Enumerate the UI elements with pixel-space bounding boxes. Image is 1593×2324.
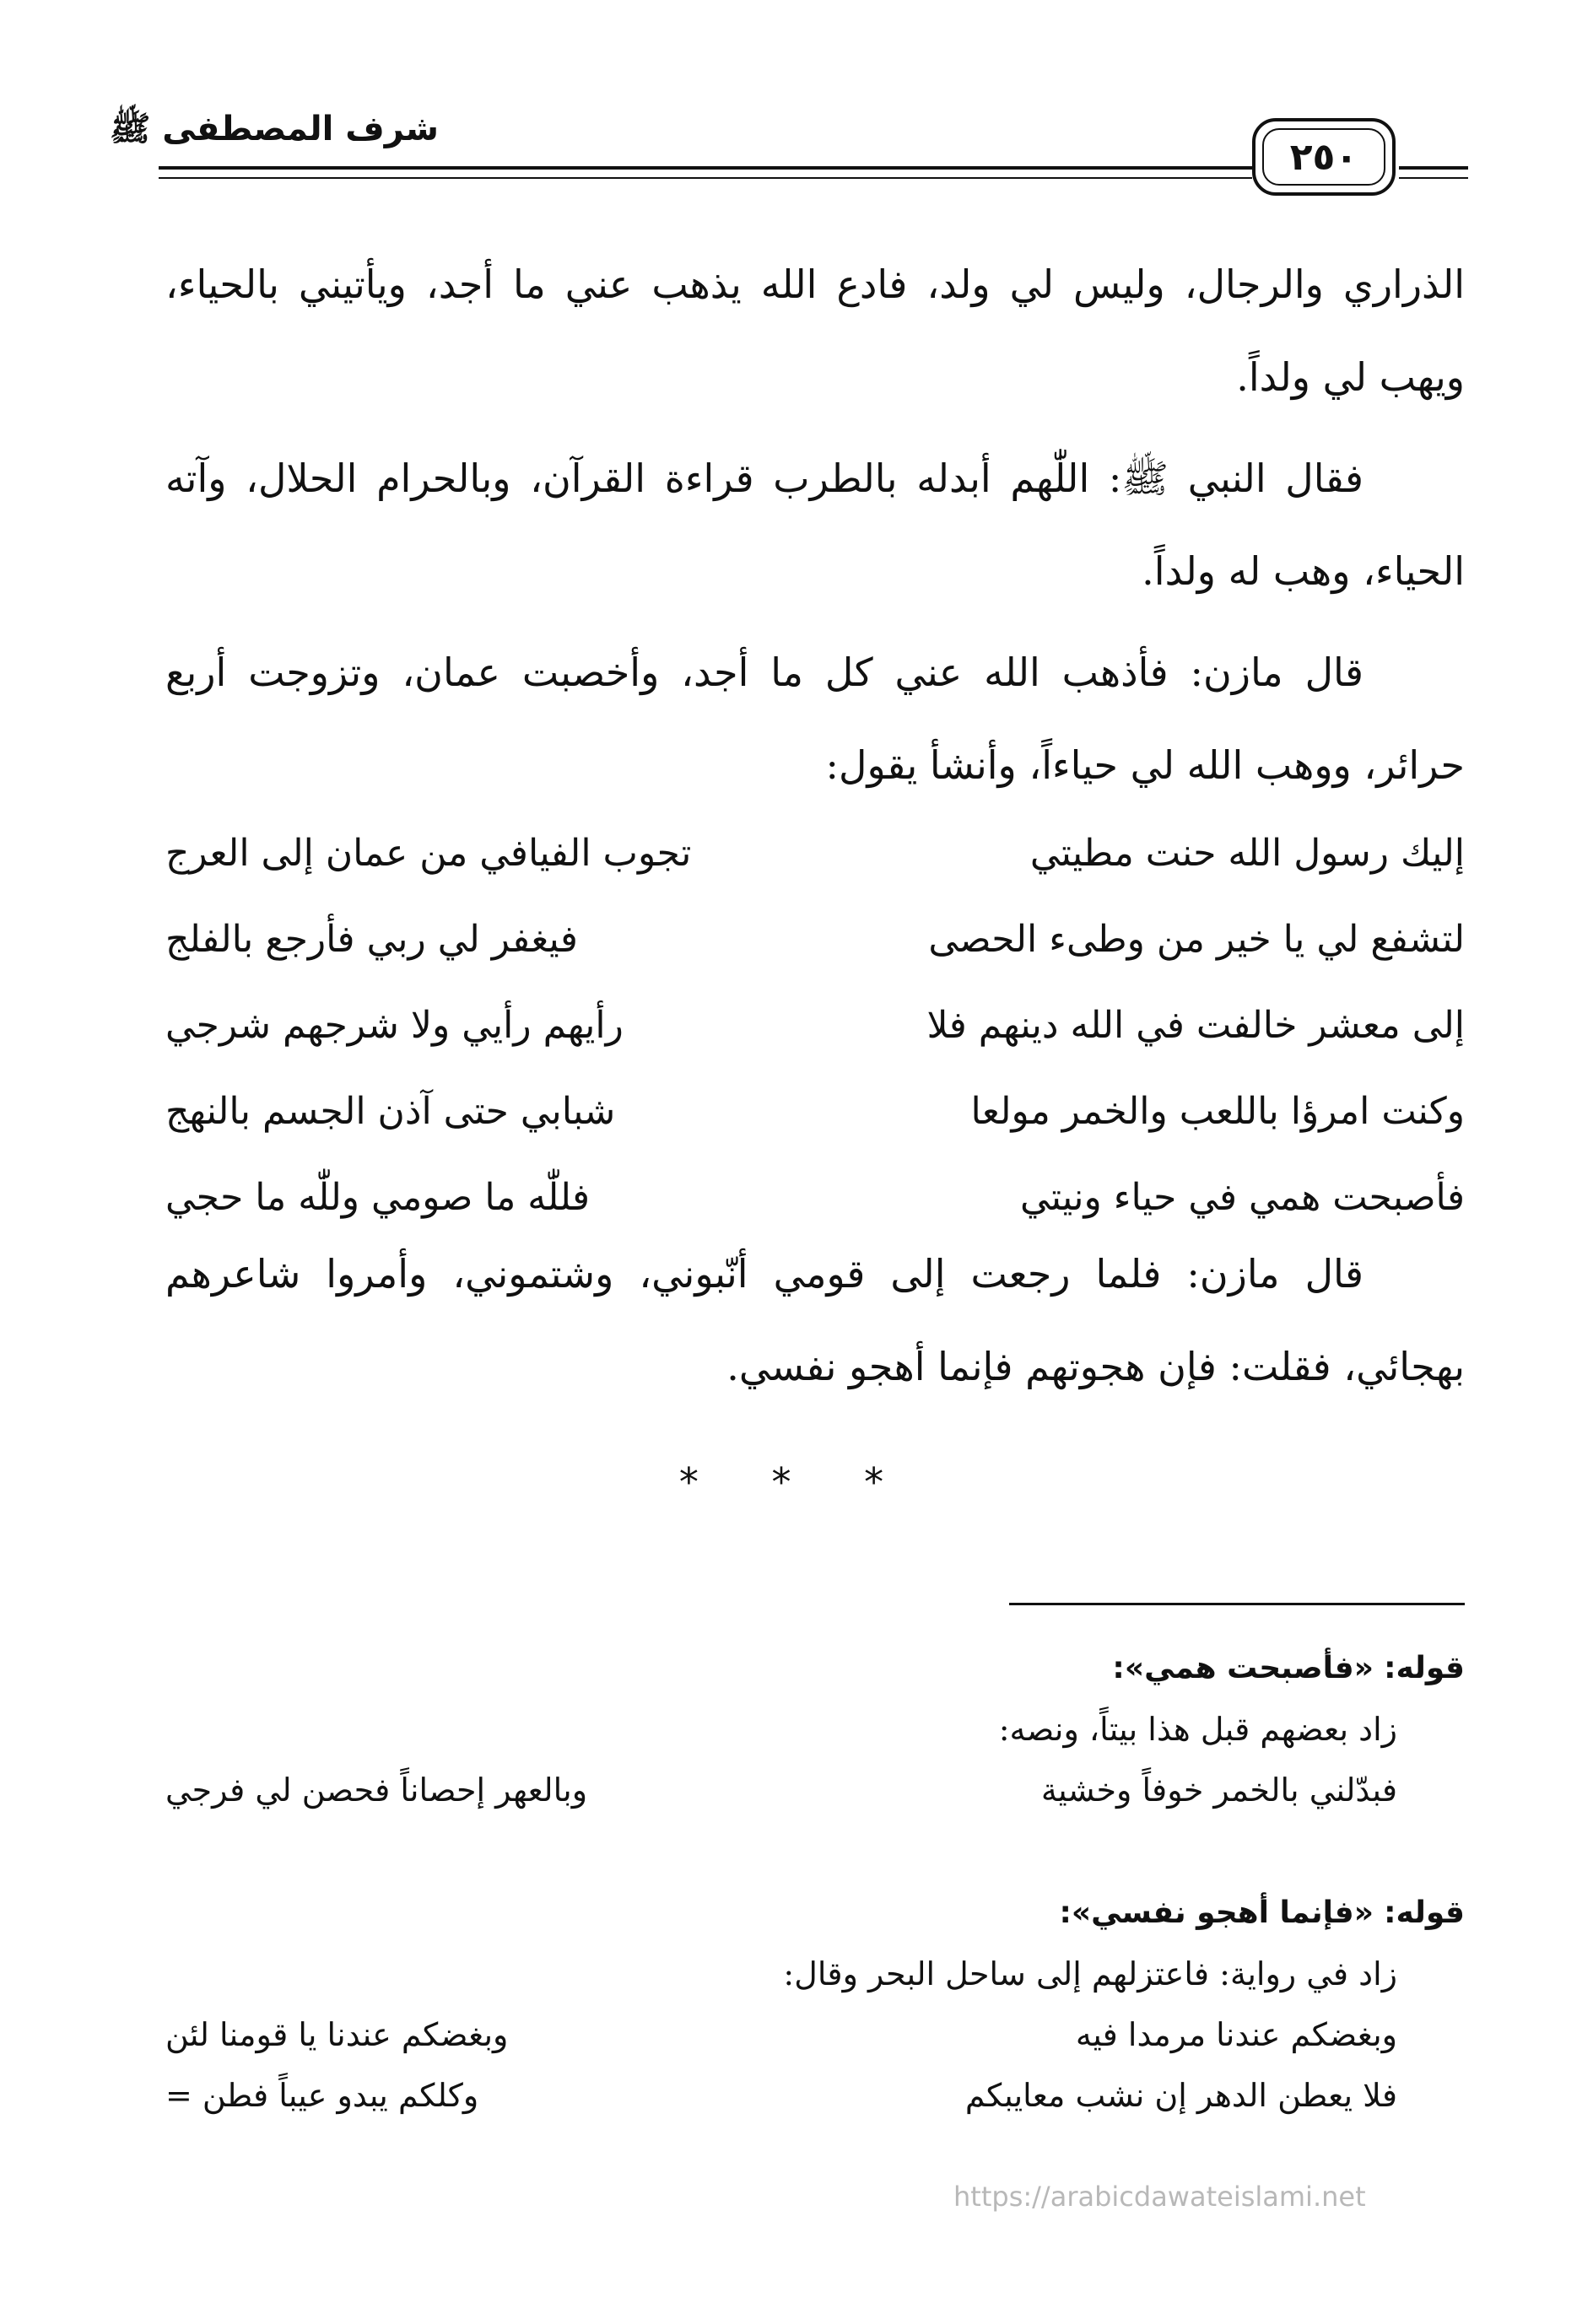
poem-verse xyxy=(165,1068,1465,1154)
footnote-verse xyxy=(165,1760,1465,1820)
paragraph-text: الذراري والرجال، وليس لي ولد، فادع الله يذهب عني ما أجد، ويأتيني بالحياء، ويهب لي ولداً. xyxy=(165,262,1465,400)
poem-verse xyxy=(165,810,1465,896)
verse-first-hemistich: إليك رسول الله حنت مطيتي xyxy=(1029,831,1465,875)
verse-second-hemistich: تجوب الفيافي من عمان إلى العرج xyxy=(165,831,692,875)
footnote-quote: «فإنما أهجو نفسي»: xyxy=(1059,1895,1374,1930)
footnote-1 xyxy=(165,1637,1465,1820)
verse-first-hemistich: فلا يعطن الدهر إن نشب معايبكم xyxy=(964,2077,1397,2114)
verse-first-hemistich: فأصبحت همي في حياء ونيتي xyxy=(1020,1175,1465,1219)
paragraph-1 xyxy=(165,238,1465,423)
footnote-text: زاد في رواية: فاعتزلهم إلى ساحل البحر وقال: xyxy=(783,1955,1397,1992)
footnote-verse xyxy=(165,2004,1465,2065)
verse-first-hemistich: فبدّلني بالخمر خوفاً وخشية xyxy=(1040,1771,1397,1809)
verse-second-hemistich: وبالعهر إحصاناً فحصن لي فرجي xyxy=(165,1771,588,1809)
verse-first-hemistich: لتشفع لي يا خير من وطىء الحصى xyxy=(928,917,1465,961)
page-number: ٢٥٠ xyxy=(1262,128,1385,186)
footnote-heading xyxy=(165,1637,1465,1699)
footnote-text: زاد بعضهم قبل هذا بيتاً، ونصه: xyxy=(998,1711,1397,1748)
verse-first-hemistich: وكنت امرؤا باللعب والخمر مولعا xyxy=(970,1089,1465,1133)
verse-second-hemistich: فيغفر لي ربي فأرجع بالفلج xyxy=(165,917,578,961)
page-number-frame xyxy=(1252,118,1396,196)
header-rule xyxy=(159,166,1252,170)
footnote-label: قوله: xyxy=(1384,1651,1465,1685)
verse-first-hemistich: وبغضكم عندنا مرمدا فيه xyxy=(1075,2016,1397,2053)
footnote-label: قوله: xyxy=(1384,1895,1465,1930)
paragraph-text: فقال النبي ﷺ: اللّٰهم أبدله بالطرب قراءة القرآن، وبالحرام الحلال، وآته الحياء، وهب له ولداً. xyxy=(165,456,1465,594)
footnote-verse xyxy=(165,2065,1465,2126)
footnote-heading xyxy=(165,1881,1465,1944)
watermark-url: https://arabicdawateislami.net xyxy=(953,2181,1366,2213)
paragraph-2 xyxy=(165,432,1465,617)
footnote-2 xyxy=(165,1881,1465,2126)
header-rule-right xyxy=(1399,166,1468,170)
verse-second-hemistich: شبابي حتى آذن الجسم بالنهج xyxy=(165,1089,616,1133)
paragraph-text: قال مازن: فلما رجعت إلى قومي أنّبوني، وشتموني، وأمروا شاعرهم بهجائي، فقلت: فإن هجوتهم فإنما أهجو نفسي. xyxy=(165,1251,1465,1389)
verse-first-hemistich: إلى معشر خالفت في الله دينهم فلا xyxy=(926,1003,1465,1047)
section-separator: * * * xyxy=(678,1459,915,1505)
header-rule-right-thin xyxy=(1399,177,1468,179)
paragraph-3 xyxy=(165,626,1465,812)
poem-verse xyxy=(165,896,1465,982)
poem xyxy=(165,810,1465,1240)
verse-second-hemistich: فللّٰه ما صومي وللّٰه ما حجي xyxy=(165,1175,591,1219)
closing-paragraph xyxy=(165,1227,1465,1413)
verse-second-hemistich: رأيهم رأيي ولا شرجهم شرجي xyxy=(165,1003,624,1047)
running-header-title: شرف المصطفى ﷺ xyxy=(109,110,439,148)
poem-verse xyxy=(165,982,1465,1068)
header-rule-thin xyxy=(159,177,1252,179)
verse-second-hemistich: وكلكم يبدو عيباً فطن = xyxy=(165,2077,479,2114)
verse-second-hemistich: وبغضكم عندنا يا قومنا لئن xyxy=(165,2016,509,2053)
footnote-quote: «فأصبحت همي»: xyxy=(1112,1651,1374,1685)
footnote-rule xyxy=(1009,1603,1465,1605)
paragraph-text: قال مازن: فأذهب الله عني كل ما أجد، وأخصبت عمان، وتزوجت أربع حرائر، ووهب الله لي حياءاً، وأنشأ يقول: xyxy=(165,650,1465,788)
